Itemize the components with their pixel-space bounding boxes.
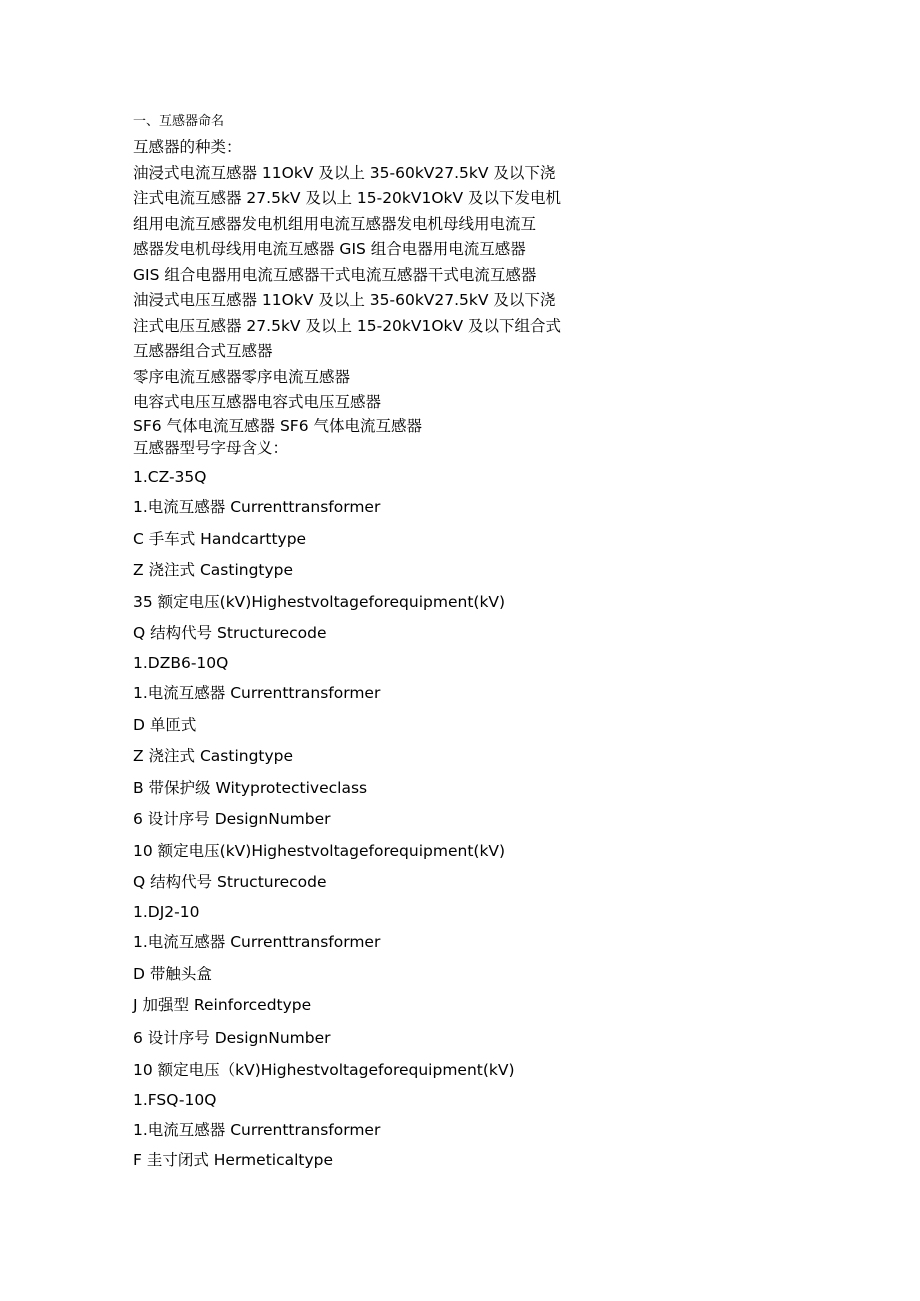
- types-line: 互感器组合式互感器: [133, 342, 273, 360]
- section-heading: 一、互感器命名: [133, 114, 225, 129]
- spec-line: 1.电流互感器 Currenttransformer: [133, 1120, 381, 1139]
- spec-line: Z 浇注式 Castingtype: [133, 561, 294, 579]
- spec-line: 35 额定电压(kV)Highestvoltageforequipment(kV): [133, 592, 506, 611]
- model-code: 1.FSQ-10Q: [133, 1090, 217, 1109]
- spec-line: D 单匝式: [133, 715, 197, 734]
- types-line: 互感器型号字母含义：: [133, 438, 289, 457]
- spec-line: F 圭寸闭式 Hermeticaltype: [133, 1150, 334, 1169]
- transformer-types-paragraph: [133, 135, 603, 461]
- spec-line: 10 额定电压（kV)Highestvoltageforequipment(kV): [133, 1060, 515, 1079]
- spec-line: 1.电流互感器 Currenttransformer: [133, 684, 381, 702]
- spec-line: Q 结构代号 Structurecode: [133, 873, 327, 891]
- spec-line: 1.电流互感器 Currenttransformer: [133, 933, 381, 951]
- model-code: 1.DJ2-10: [133, 903, 200, 921]
- spec-line: Q 结构代号 Structurecode: [133, 624, 327, 642]
- spec-line: 6 设计序号 DesignNumber: [133, 810, 331, 828]
- spec-line: B 带保护级 Wityprotectiveclass: [133, 778, 368, 797]
- spec-line: 1.电流互感器 Currenttransformer: [133, 498, 381, 516]
- spec-line: D 带触头盒: [133, 964, 212, 983]
- model-code: 1.DZB6-10Q: [133, 654, 229, 672]
- model-code: 1.CZ-35Q: [133, 468, 207, 486]
- model-letter-meanings: [133, 462, 603, 1175]
- types-line: 电容式电压互感器电容式电压互感器: [133, 393, 382, 411]
- spec-line: J 加强型 Reinforcedtype: [133, 996, 312, 1014]
- spec-line: 6 设计序号 DesignNumber: [133, 1028, 331, 1047]
- spec-line: 10 额定电压(kV)Highestvoltageforequipment(kV): [133, 841, 506, 860]
- types-line: 感器发电机母线用电流互感器 GIS 组合电器用电流互感器: [133, 240, 526, 258]
- types-line: 注式电压互感器 27.5kV 及以上 15-20kV1OkV 及以下组合式: [133, 316, 562, 335]
- types-line: 注式电流互感器 27.5kV 及以上 15-20kV1OkV 及以下发电机: [133, 189, 562, 207]
- types-line: 互感器的种类：: [133, 138, 242, 156]
- types-line: 零序电流互感器零序电流互感器: [133, 367, 351, 386]
- types-line: 油浸式电压互感器 11OkV 及以上 35-60kV27.5kV 及以下浇: [133, 291, 556, 309]
- types-line: GIS 组合电器用电流互感器干式电流互感器干式电流互感器: [133, 265, 537, 284]
- types-line: 油浸式电流互感器 11OkV 及以上 35-60kV27.5kV 及以下浇: [133, 163, 556, 182]
- types-line: 组用电流互感器发电机组用电流互感器发电机母线用电流互: [133, 214, 537, 233]
- types-line: SF6 气体电流互感器 SF6 气体电流互感器: [133, 416, 423, 435]
- spec-line: C 手车式 Handcarttype: [133, 529, 307, 548]
- spec-line: Z 浇注式 Castingtype: [133, 747, 294, 765]
